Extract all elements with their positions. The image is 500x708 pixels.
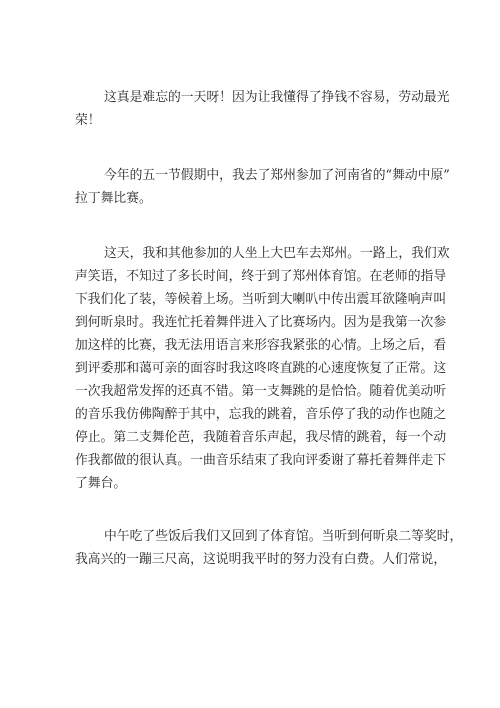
text-line: 到何昕泉时。我连忙托着舞伴进入了比赛场内。因为是我第一次参 (75, 315, 447, 330)
text-line: 这真是难忘的一天呀！因为让我懂得了挣钱不容易，劳动最光 (104, 90, 450, 105)
document-body (75, 86, 463, 571)
text-line: 到评委那和蔼可亲的面容时我这咚咚直跳的心速度恢复了正常。这 (75, 361, 447, 376)
text-line: 了舞台。 (75, 476, 127, 491)
text-line: 我高兴的一蹦三尺高，这说明我平时的努力没有白费。人们常说， (75, 552, 447, 567)
paragraph-spacer (75, 132, 435, 164)
text-line: 下我们化了装，等候着上场。当听到大喇叭中传出震耳欲隆响声叫 (75, 292, 447, 307)
text-line: 荣！ (75, 113, 101, 128)
paragraph-2 (75, 164, 450, 210)
text-line: 今年的五一节假期中，我去了郑州参加了河南省的“舞动中原” (104, 168, 450, 183)
text-line: 作我都做的很认真。一曲音乐结束了我向评委谢了幕托着舞伴走下 (75, 453, 447, 468)
text-line: 停止。第二支舞伦芭，我随着音乐声起，我尽情的跳着，每一个动 (75, 430, 447, 445)
text-line: 的音乐我仿佛陶醉于其中，忘我的跳着，音乐停了我的动作也随之 (75, 407, 447, 422)
text-line: 中午吃了些饭后我们又回到了体育馆。当听到何昕泉二等奖时， (104, 529, 463, 544)
text-line: 这天，我和其他参加的人坐上大巴车去郑州。一路上，我们欢 (104, 246, 450, 261)
text-line: 加这样的比赛，我无法用语言来形容我紧张的心情。上场之后，看 (75, 338, 447, 353)
text-line: 声笑语，不知过了多长时间，终于到了郑州体育馆。在老师的指导 (75, 269, 447, 284)
paragraph-1 (75, 86, 450, 132)
paragraph-4 (75, 525, 463, 571)
paragraph-spacer (75, 210, 435, 242)
paragraph-3 (75, 242, 450, 495)
text-line: 一次我超常发挥的还真不错。第一支舞跳的是恰恰。随着优美动听 (75, 384, 447, 399)
paragraph-spacer (75, 495, 435, 525)
text-line: 拉丁舞比赛。 (75, 191, 152, 206)
